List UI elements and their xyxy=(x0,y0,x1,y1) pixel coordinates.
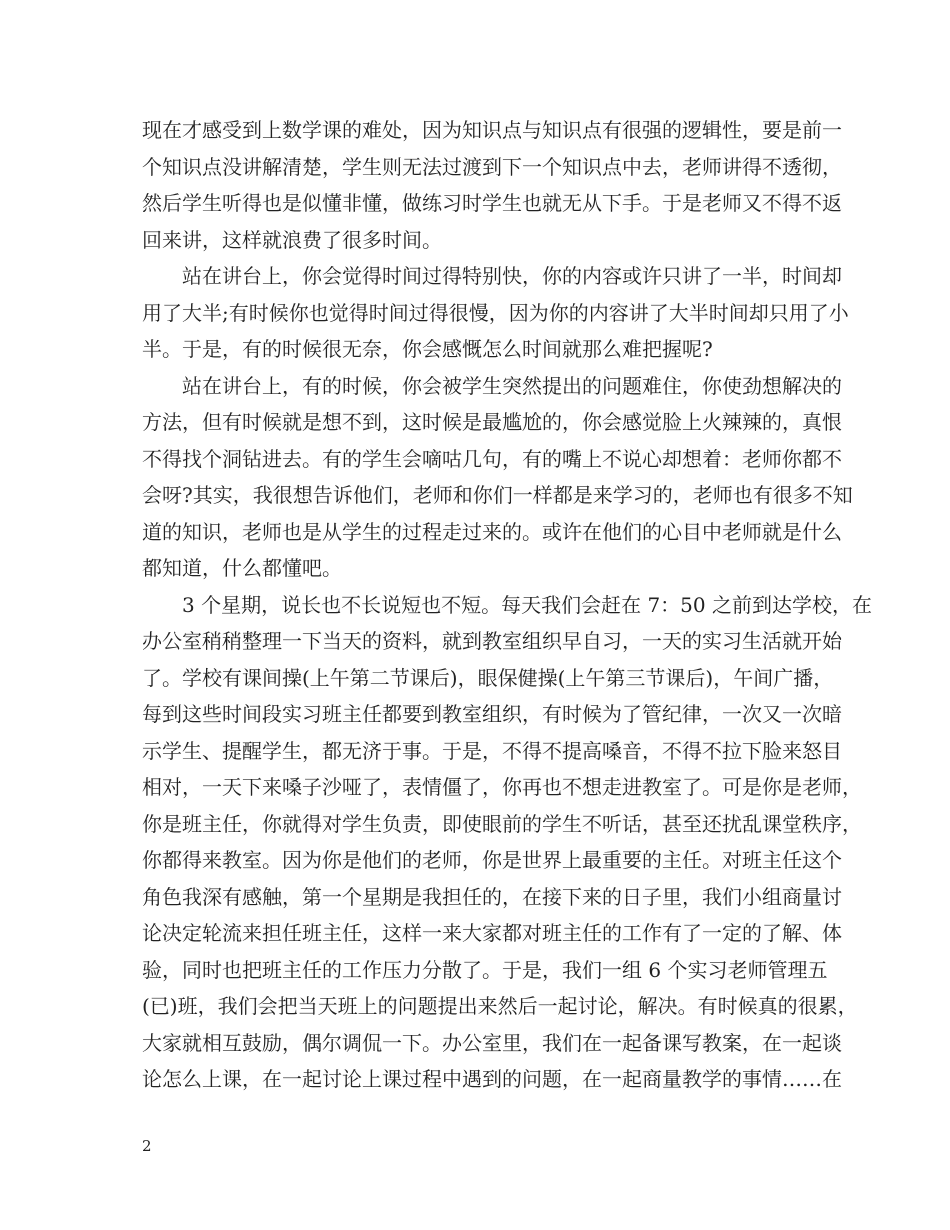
text-line: 个知识点没讲解清楚，学生则无法过渡到下一个知识点中去，老师讲得不透彻， xyxy=(142,154,842,179)
text-line: 用了大半;有时候你也觉得时间过得很慢，因为你的内容讲了大半时间却只用了小 xyxy=(142,300,849,325)
text-line: 你都得来教室。因为你是他们的老师，你是世界上最重要的主任。对班主任这个 xyxy=(142,848,842,872)
text-line: 半。于是，有的时候很无奈，你会感慨怎么时间就那么难把握呢? xyxy=(142,337,713,361)
text-line: 然后学生听得也是似懂非懂，做练习时学生也就无从下手。于是老师又不得不返 xyxy=(142,191,842,215)
text-line: (已)班，我们会把当天班上的问题提出来然后一起讨论，解决。有时候真的很累， xyxy=(142,994,858,1018)
text-line: 相对，一天下来嗓子沙哑了，表情僵了，你再也不想走进教室了。可是你是老师， xyxy=(142,775,862,799)
text-line: 每到这些时间段实习班主任都要到教室组织，有时候为了管纪律，一次又一次暗 xyxy=(142,702,842,726)
text-line: 不得找个洞钻进去。有的学生会嘀咕几句，有的嘴上不说心却想着：老师你都不 xyxy=(142,446,842,471)
text-line: 示学生、提醒学生，都无济于事。于是，不得不提高嗓音，不得不拉下脸来怒目 xyxy=(142,738,842,763)
text-line: 回来讲，这样就浪费了很多时间。 xyxy=(142,227,442,252)
text-line: 站在讲台上，你会觉得时间过得特别快，你的内容或许只讲了一半，时间却 xyxy=(182,264,842,288)
text-line: 方法，但有时候就是想不到，这时候是最尴尬的，你会感觉脸上火辣辣的，真恨 xyxy=(142,410,842,434)
text-line: 现在才感受到上数学课的难处，因为知识点与知识点有很强的逻辑性，要是前一 xyxy=(142,118,842,142)
text-line: 角色我深有感触，第一个星期是我担任的，在接下来的日子里，我们小组商量讨 xyxy=(142,884,842,909)
text-line: 办公室稍稍整理一下当天的资料，就到教室组织早自习，一天的实习生活就开始 xyxy=(142,629,842,653)
text-line: 都知道，什么都懂吧。 xyxy=(142,556,342,580)
text-line: 你是班主任，你就得对学生负责，即使眼前的学生不听话，甚至还扰乱课堂秩序， xyxy=(142,811,862,836)
document-body xyxy=(142,112,872,1098)
text-line: 会呀?其实，我很想告诉他们，老师和你们一样都是来学习的，老师也有很多不知 xyxy=(142,483,853,507)
text-line: 站在讲台上，有的时候，你会被学生突然提出的问题难住，你使劲想解决的 xyxy=(182,373,842,398)
text-line: 道的知识，老师也是从学生的过程走过来的。或许在他们的心目中老师就是什么 xyxy=(142,519,842,544)
text-line: 大家就相互鼓励，偶尔调侃一下。办公室里，我们在一起备课写教案，在一起谈 xyxy=(142,1030,842,1055)
text-line: 验，同时也把班主任的工作压力分散了。于是，我们一组 6 个实习老师管理五 xyxy=(142,957,828,982)
text-line: 3 个星期，说长也不长说短也不短。每天我们会赶在 7：50 之前到达学校，在 xyxy=(182,592,872,617)
page-number: 2 xyxy=(142,1137,152,1155)
text-line: 论决定轮流来担任班主任，这样一来大家都对班主任的工作有了一定的了解、体 xyxy=(142,921,842,945)
text-line: 论怎么上课，在一起讨论上课过程中遇到的问题，在一起商量教学的事情……在 xyxy=(142,1067,842,1091)
text-line: 了。学校有课间操(上午第二节课后)，眼保健操(上午第三节课后)，午间广播， xyxy=(142,665,834,690)
